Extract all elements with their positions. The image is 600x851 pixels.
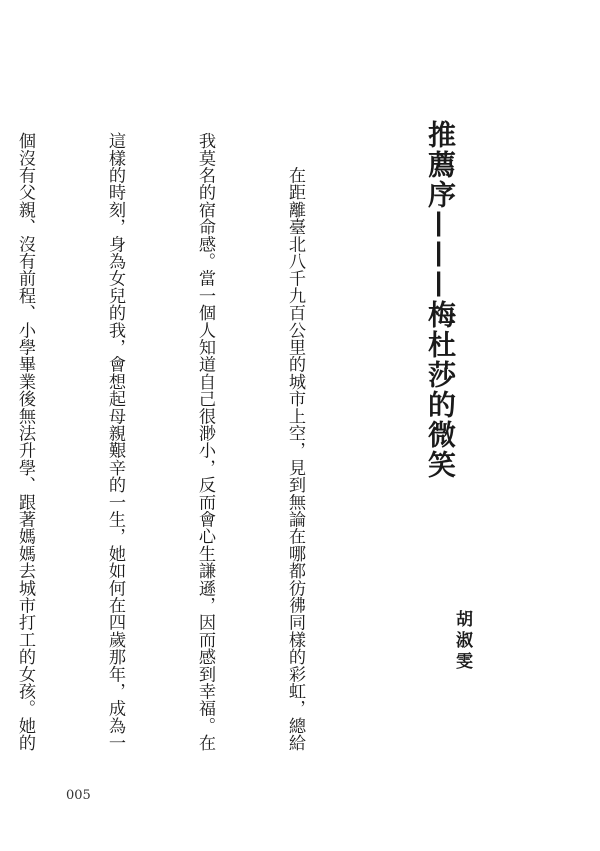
chapter-title	[420, 120, 460, 640]
title-main: 推薦序	[424, 120, 457, 210]
title-dash: ———	[424, 210, 457, 300]
body-line: 這樣的時刻，身為女兒的我，會想起母親艱辛的一生，她如何在四歲那年，成為一	[105, 132, 125, 752]
page-number: 005	[66, 788, 91, 803]
body-line: 我莫名的宿命感。當一個人知道自己很渺小，反而會心生謙遜，因而感到幸福。在	[195, 132, 215, 752]
body-line: 在距離臺北八千九百公里的城市上空，見到無論在哪都彷彿同樣的彩虹，總給	[285, 132, 305, 752]
author-name: 胡淑雯	[452, 610, 472, 673]
title-subtitle: 梅杜莎的微笑	[424, 300, 457, 480]
body-text	[15, 132, 370, 752]
body-line: 個沒有父親、沒有前程、小學畢業後無法升學、跟著媽媽去城市打工的女孩。她的	[15, 132, 35, 752]
